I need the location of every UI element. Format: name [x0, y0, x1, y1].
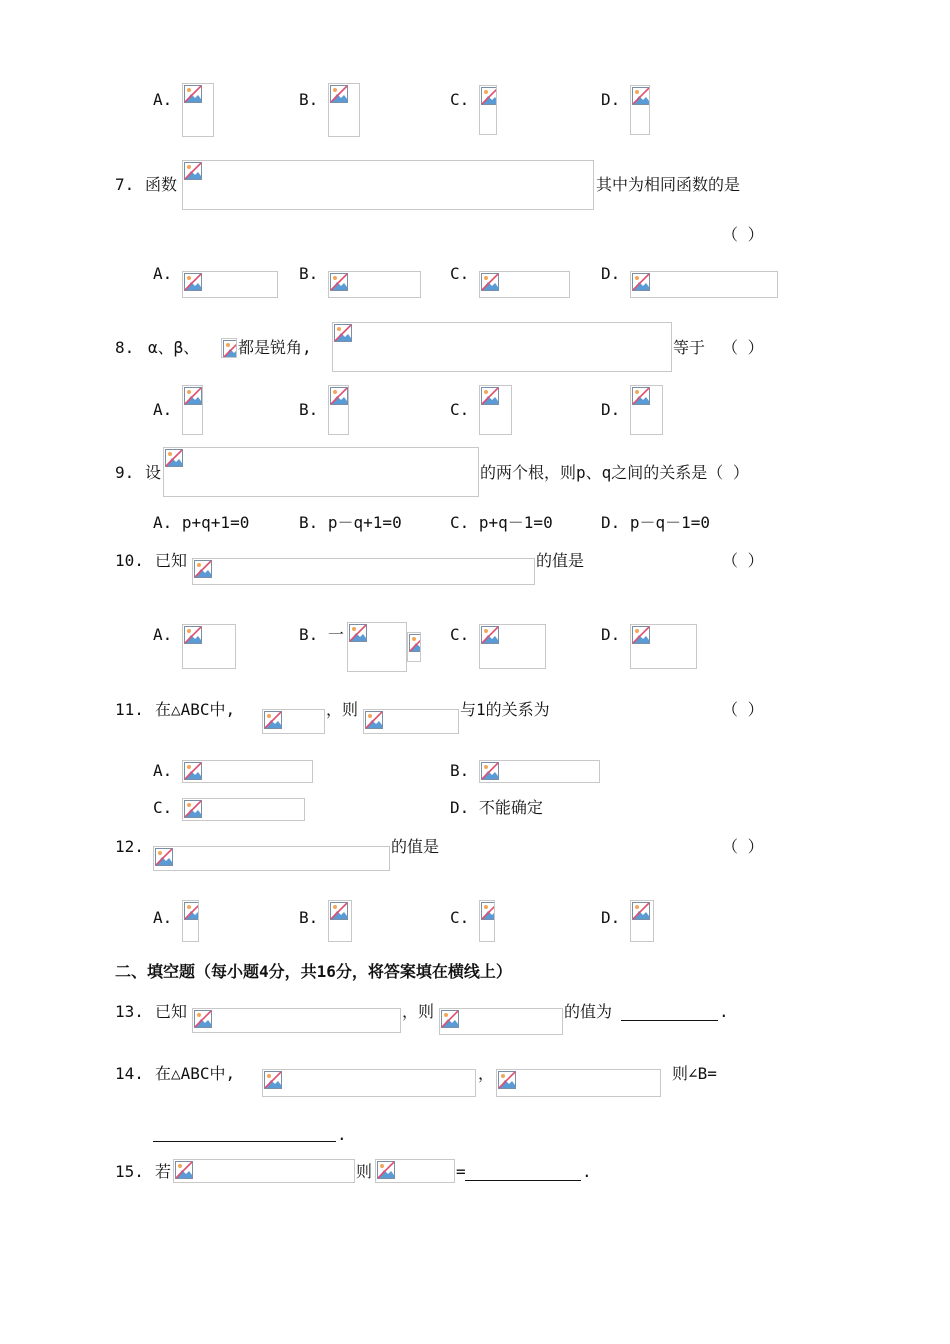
q7-answer-paren: （ ）: [722, 225, 764, 244]
broken-image-icon: [480, 86, 497, 106]
broken-image-icon: [183, 761, 203, 781]
broken-image-icon: [631, 901, 651, 921]
q7-number: 7.: [115, 175, 135, 194]
q11-option-a-image: [182, 760, 313, 783]
broken-image-icon: [164, 448, 184, 468]
q7-option-d-image: [630, 271, 778, 298]
broken-image-icon: [480, 761, 500, 781]
q11-option-a-label: A.: [153, 761, 173, 780]
q12-option-b-image: [328, 900, 352, 942]
q11-option-c-label: C.: [153, 798, 173, 817]
q15-condition-image: [173, 1159, 355, 1183]
q6-option-a-label: A.: [153, 90, 173, 109]
q15-number: 15.: [115, 1162, 144, 1181]
q8-option-d-label: D.: [601, 400, 621, 419]
broken-image-icon: [329, 84, 349, 104]
q15-period: .: [582, 1162, 592, 1181]
q12-option-c-image: [479, 900, 495, 942]
q13-condition-image: [192, 1008, 401, 1033]
broken-image-icon: [222, 339, 237, 358]
q7-option-b-image: [328, 271, 421, 298]
broken-image-icon: [480, 901, 495, 921]
q11-option-b-label: B.: [450, 761, 470, 780]
broken-image-icon: [631, 272, 651, 292]
q11-condition-image: [262, 709, 325, 734]
q8-number: 8.: [115, 338, 135, 357]
broken-image-icon: [631, 386, 651, 406]
q9-option-d: D. p－q－1=0: [601, 513, 711, 532]
broken-image-icon: [631, 86, 650, 106]
q7-option-c-image: [479, 271, 570, 298]
q8-text-post: 等于: [673, 338, 706, 357]
q6-option-c-label: C.: [450, 90, 470, 109]
q14-period: .: [337, 1125, 347, 1144]
broken-image-icon: [480, 272, 500, 292]
q12-text-post: 的值是: [391, 837, 440, 856]
q14-text-mid: ，: [478, 1064, 495, 1083]
q6-option-b-image: [328, 83, 360, 137]
q10-number: 10.: [115, 551, 144, 570]
q8-option-b-image: [328, 385, 349, 435]
q8-option-a-label: A.: [153, 400, 173, 419]
q8-option-d-image: [630, 385, 663, 435]
q9-option-c: C. p+q－1=0: [450, 513, 553, 532]
q8-text-mid: 都是锐角,: [238, 338, 312, 357]
q13-expression-image: [439, 1008, 563, 1035]
q14-text-post: 则∠B=: [672, 1064, 717, 1083]
q12-number: 12.: [115, 837, 144, 856]
q10-option-b-image: [347, 622, 407, 672]
q9-text-pre: 设: [145, 463, 162, 482]
q12-option-d-image: [630, 900, 654, 942]
q15-equals: =: [456, 1162, 466, 1181]
broken-image-icon: [631, 625, 651, 645]
q11-text-mid: ，则: [326, 700, 359, 719]
q11-expression-image: [363, 709, 459, 734]
q14-answer-blank[interactable]: [153, 1141, 336, 1142]
broken-image-icon: [193, 559, 213, 579]
q12-option-c-label: C.: [450, 908, 470, 927]
q8-formula-image: [332, 322, 672, 372]
q11-option-c-image: [182, 798, 305, 821]
q13-period: .: [719, 1002, 729, 1021]
broken-image-icon: [329, 272, 349, 292]
q7-option-a-image: [182, 271, 278, 298]
q8-option-c-label: C.: [450, 400, 470, 419]
broken-image-icon: [183, 386, 203, 406]
broken-image-icon: [329, 901, 349, 921]
q14-condition-b-image: [496, 1069, 661, 1097]
q15-text-pre: 若: [155, 1162, 172, 1181]
broken-image-icon: [497, 1070, 517, 1090]
broken-image-icon: [174, 1160, 194, 1180]
q15-expression-image: [375, 1159, 455, 1183]
q12-formula-image: [153, 846, 390, 871]
broken-image-icon: [183, 799, 203, 819]
broken-image-icon: [480, 625, 500, 645]
broken-image-icon: [348, 623, 368, 643]
q11-text-post: 与1的关系为: [460, 700, 550, 719]
q14-condition-a-image: [262, 1069, 476, 1097]
q9-option-a: A. p+q+1=0: [153, 513, 250, 532]
broken-image-icon: [183, 901, 199, 921]
q13-answer-blank[interactable]: [621, 1020, 718, 1021]
broken-image-icon: [263, 1070, 283, 1090]
q9-text-post: 的两个根，则p、q之间的关系是（ ）: [480, 463, 749, 482]
q8-option-b-label: B.: [299, 400, 319, 419]
q13-number: 13.: [115, 1002, 144, 1021]
broken-image-icon: [333, 323, 353, 343]
q9-option-b: B. p－q+1=0: [299, 513, 402, 532]
q10-option-b-extra-image: [407, 632, 421, 662]
q10-text-pre: 已知: [155, 551, 188, 570]
q9-formula-image: [163, 447, 479, 497]
q8-answer-paren: （ ）: [722, 338, 764, 357]
q14-text-pre: 在△ABC中,: [155, 1064, 236, 1083]
q11-text-pre: 在△ABC中,: [155, 700, 236, 719]
q10-option-b-label: B. 一: [299, 625, 344, 644]
q11-answer-paren: （ ）: [722, 700, 764, 719]
q12-option-b-label: B.: [299, 908, 319, 927]
broken-image-icon: [154, 847, 174, 867]
q11-option-d: D. 不能确定: [450, 798, 543, 817]
q6-option-a-image: [182, 83, 214, 137]
broken-image-icon: [408, 633, 421, 653]
q10-answer-paren: （ ）: [722, 551, 764, 570]
q12-answer-paren: （ ）: [722, 837, 764, 856]
q10-option-c-image: [479, 624, 546, 669]
q7-text-post: 其中为相同函数的是: [596, 175, 741, 194]
broken-image-icon: [440, 1009, 460, 1029]
q7-option-d-label: D.: [601, 264, 621, 283]
q11-option-b-image: [479, 760, 600, 783]
q6-option-c-image: [479, 85, 497, 135]
broken-image-icon: [183, 161, 203, 181]
q8-text-pre: α、β、: [148, 338, 200, 357]
broken-image-icon: [183, 84, 203, 104]
q10-text-post: 的值是: [536, 551, 585, 570]
q7-text-pre: 函数: [145, 175, 178, 194]
q8-option-c-image: [479, 385, 512, 435]
q6-option-d-label: D.: [601, 90, 621, 109]
q9-number: 9.: [115, 463, 135, 482]
q7-option-c-label: C.: [450, 264, 470, 283]
broken-image-icon: [263, 710, 283, 730]
section-2-heading: 二、填空题（每小题4分，共16分，将答案填在横线上）: [115, 962, 512, 981]
q6-option-d-image: [630, 85, 650, 135]
q7-formula-image: [182, 160, 594, 210]
q13-text-post: 的值为: [564, 1002, 613, 1021]
broken-image-icon: [183, 625, 203, 645]
q10-option-d-label: D.: [601, 625, 621, 644]
broken-image-icon: [193, 1009, 213, 1029]
q13-text-pre: 已知: [155, 1002, 188, 1021]
broken-image-icon: [183, 272, 203, 292]
q13-text-mid: ，则: [402, 1002, 435, 1021]
q8-gamma-image: [221, 338, 237, 358]
q12-option-a-label: A.: [153, 908, 173, 927]
q10-option-a-image: [182, 624, 236, 669]
q14-number: 14.: [115, 1064, 144, 1083]
broken-image-icon: [376, 1160, 396, 1180]
q7-option-b-label: B.: [299, 264, 319, 283]
broken-image-icon: [480, 386, 500, 406]
q6-option-b-label: B.: [299, 90, 319, 109]
broken-image-icon: [364, 710, 384, 730]
q10-option-c-label: C.: [450, 625, 470, 644]
q15-text-mid: 则: [356, 1162, 373, 1181]
q12-option-d-label: D.: [601, 908, 621, 927]
q11-number: 11.: [115, 700, 144, 719]
q7-option-a-label: A.: [153, 264, 173, 283]
q10-option-a-label: A.: [153, 625, 173, 644]
broken-image-icon: [329, 386, 349, 406]
q15-answer-blank[interactable]: [465, 1180, 581, 1181]
q10-option-d-image: [630, 624, 697, 669]
q10-formula-image: [192, 558, 535, 585]
q8-option-a-image: [182, 385, 203, 435]
q12-option-a-image: [182, 900, 199, 942]
